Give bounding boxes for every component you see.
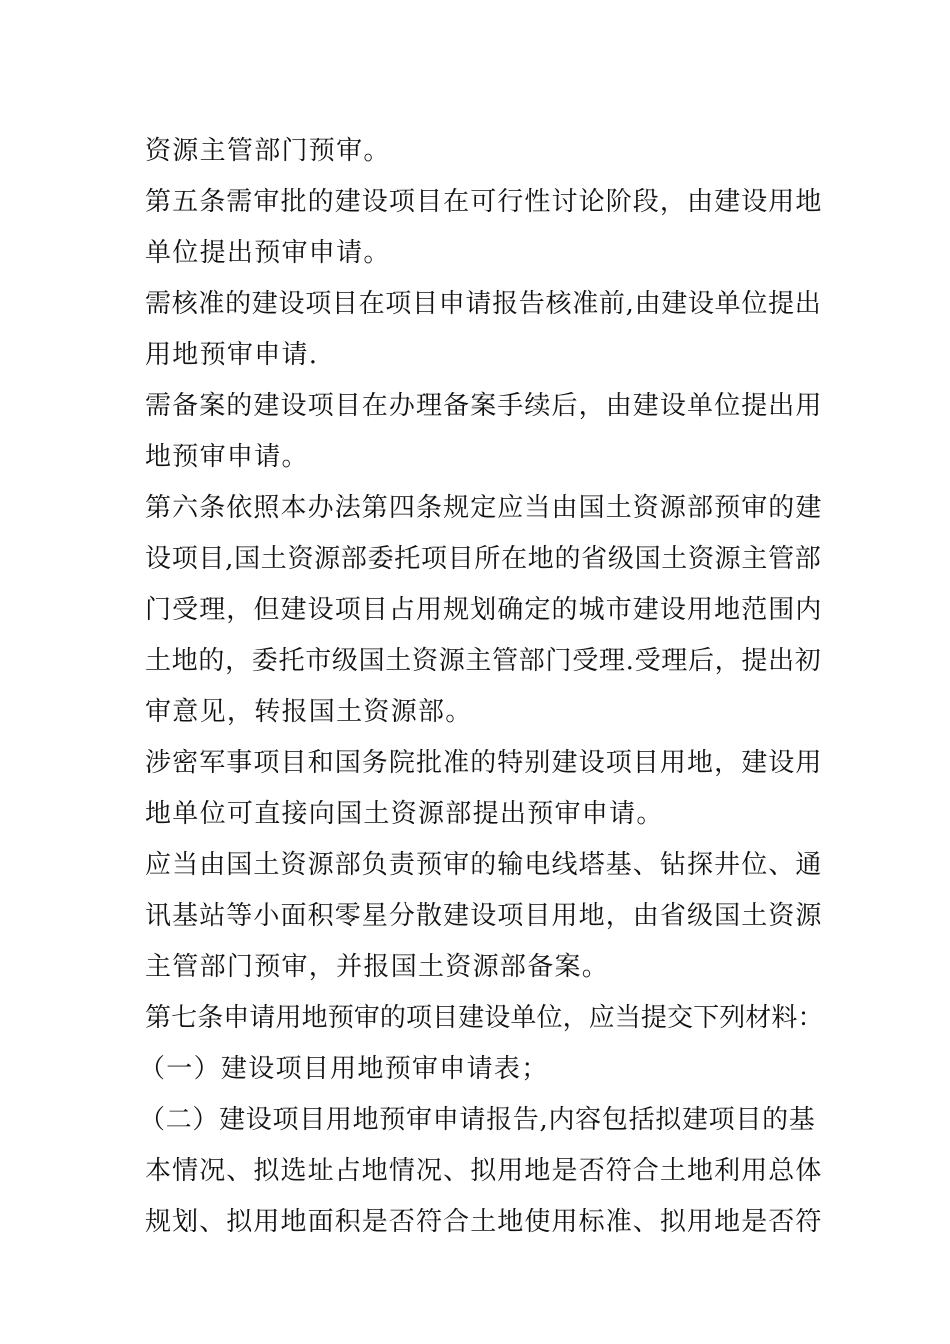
text-line: 本情况、拟选址占地情况、拟用地是否符合土地利用总体: [145, 1156, 823, 1186]
text-line: 资源主管部门预审。: [145, 136, 391, 166]
document-body: [139, 126, 824, 1248]
text-line: 第七条申请用地预审的项目建设单位，应当提交下列材料：: [145, 1003, 824, 1033]
text-line: 讯基站等小面积零星分散建设项目用地，由省级国土资源: [145, 901, 823, 931]
text-line: 需备案的建设项目在办理备案手续后，由建设单位提出用: [145, 391, 823, 421]
text-line: 涉密军事项目和国务院批准的特别建设项目用地，建设用: [145, 748, 823, 778]
text-line: 应当由国土资源部负责预审的输电线塔基、钻探井位、通: [145, 850, 823, 880]
list-item-line: （一）建设项目用地预审申请表；: [139, 1054, 549, 1084]
text-line: 设项目,国土资源部委托项目所在地的省级国土资源主管部: [145, 544, 822, 574]
text-line: 审意见，转报国土资源部。: [145, 697, 473, 727]
text-line: 需核准的建设项目在项目申请报告核准前,由建设单位提出: [145, 289, 822, 319]
text-line: 主管部门预审，并报国土资源部备案。: [145, 952, 610, 982]
text-line: 规划、拟用地面积是否符合土地使用标准、拟用地是否符: [145, 1207, 823, 1237]
text-line: 单位提出预审申请。: [145, 238, 391, 268]
text-line: 地预审申请。: [145, 442, 309, 472]
text-line: 门受理，但建设项目占用规划确定的城市建设用地范围内: [145, 595, 823, 625]
list-item-line: （二）建设项目用地预审申请报告,内容包括拟建项目的基: [139, 1105, 816, 1135]
text-line: 地单位可直接向国土资源部提出预审申请。: [145, 799, 664, 829]
text-line: 用地预审申请.: [145, 340, 319, 370]
text-line: 土地的，委托市级国土资源主管部门受理.受理后，提出初: [145, 646, 822, 676]
text-line: 第五条需审批的建设项目在可行性讨论阶段，由建设用地: [145, 187, 823, 217]
text-line: 第六条依照本办法第四条规定应当由国土资源部预审的建: [145, 493, 823, 523]
